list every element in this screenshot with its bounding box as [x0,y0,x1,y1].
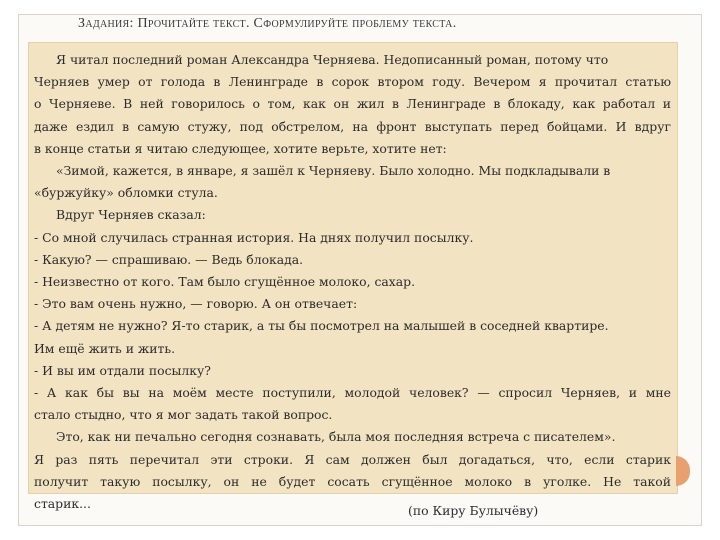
text-line: Я читал последний роман Александра Черняева. Недописанный роман, потому что [56,52,609,67]
text-line: стало стыдно, что я мог задать такой вопрос. [34,407,333,423]
text-line: - И вы им отдали посылку? [34,362,211,378]
text-line: даже ездил в самую стужу, под обстрелом, на фронт выступать перед бойцами. И вдруг [34,118,671,134]
text-line: - Какую? — спрашиваю. — Ведь блокада. [34,251,304,267]
text-line: Я раз пять перечитал эти строки. Я сам должен был догадаться, что, если старик [34,451,671,467]
text-line: - Неизвестно от кого. Там было сгущённое молоко, сахар. [34,273,416,289]
text-line: Вдруг Черняев сказал: [56,207,206,223]
text-line: Черняев умер от голода в Ленинграде в сорок втором году. Вечером я прочитал статью [34,74,671,90]
text-line: - Со мной случилась странная история. На днях получил посылку. [34,229,474,245]
text-line: - А как бы вы на моём месте поступили, молодой человек? — спросил Черняев, и мне [34,385,671,400]
text-line: - Это вам очень нужно, — говорю. А он отвечает: [34,296,358,312]
text-line: в конце статьи я читаю следующее, хотите верьте, хотите нет: [34,140,447,156]
text-line: о Черняеве. В ней говорилось о том, как он жил в Ленинграде в блокаду, как работал и [34,96,671,112]
text-line: - А детям не нужно? Я-то старик, а ты бы посмотрел на малышей в соседней квартире. [34,318,609,334]
slide-title: Задания: Прочитайте текст. Сформулируйте проблему текста. [78,16,457,31]
text-line: получит такую посылку, он не будет сосать сгущённое молоко в уголке. Не такой [34,473,671,489]
text-line: Им ещё жить и жить. [34,340,176,356]
author-attribution: (по Киру Булычёву) [408,503,539,518]
text-line: «буржуйку» обломки стула. [34,185,218,201]
text-line: Это, как ни печально сегодня сознавать, была моя последняя встреча с писателем». [56,429,616,445]
text-line: старик... [34,495,91,511]
text-line: «Зимой, кажется, в январе, я зашёл к Черняеву. Было холодно. Мы подкладывали в [56,162,611,178]
